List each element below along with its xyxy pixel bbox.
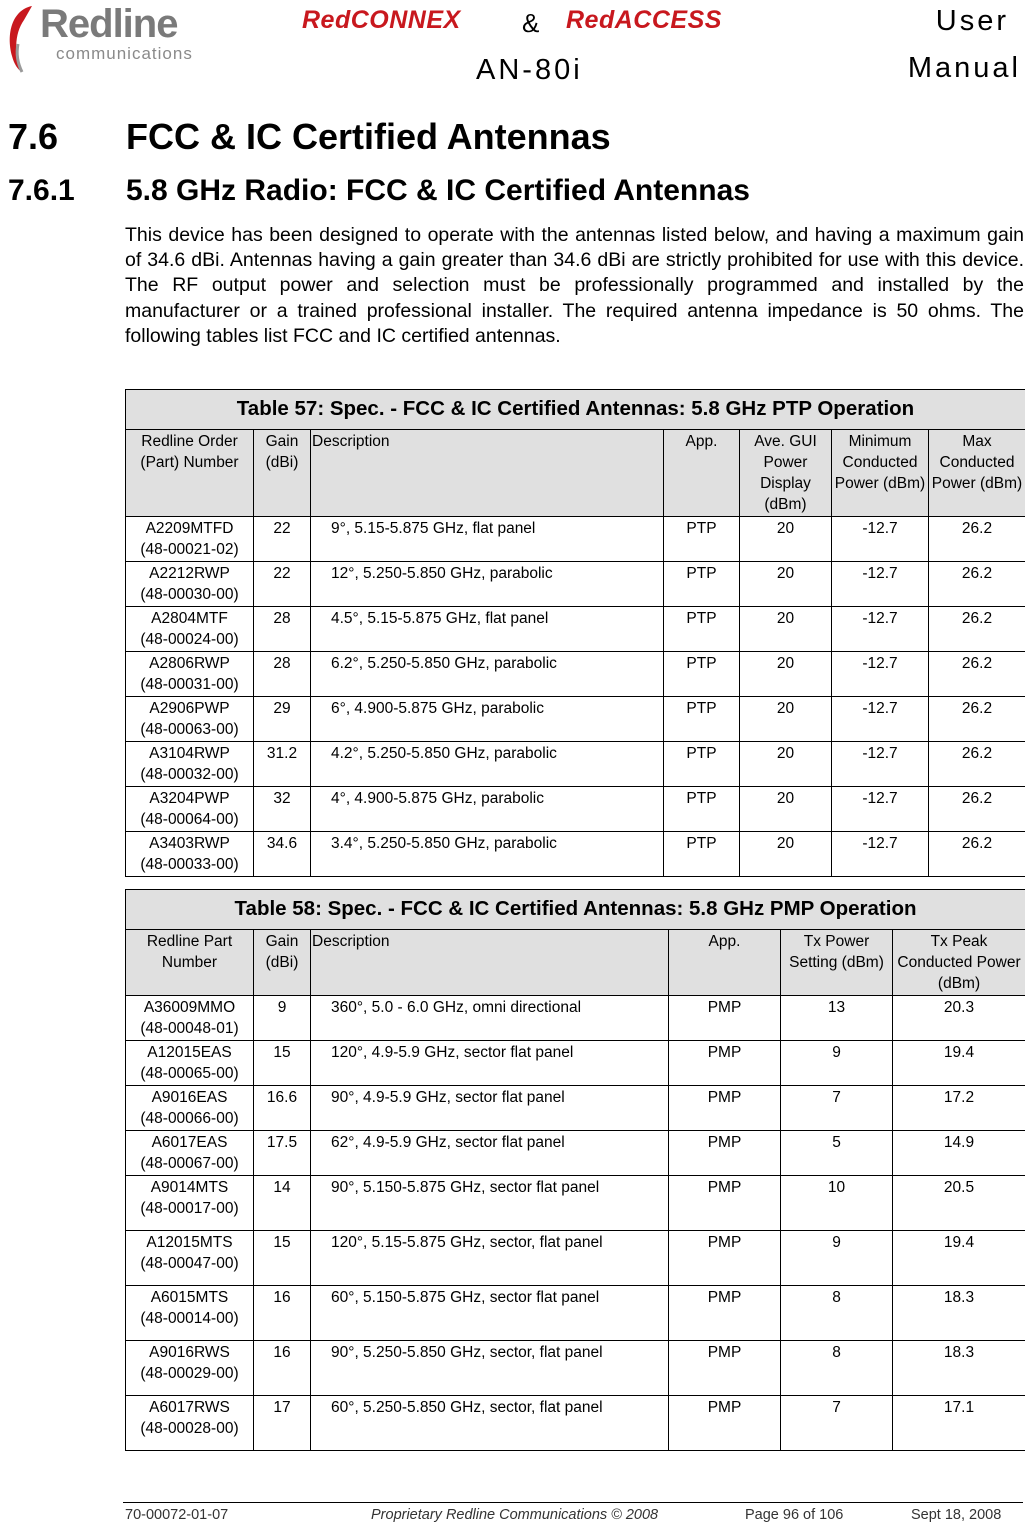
table-cell: PMP <box>669 1396 781 1451</box>
part-number-cell <box>126 562 254 607</box>
part-model: A6017RWS <box>149 1399 230 1416</box>
part-order-number: (48-00048-01) <box>140 1020 239 1037</box>
table-57-ptp-antennas <box>125 389 1025 877</box>
table-cell: -12.7 <box>832 607 929 652</box>
column-header: Ave. GUI Power Display (dBm) <box>740 430 832 517</box>
part-number-cell <box>126 1176 254 1231</box>
table-58-pmp-antennas <box>125 889 1025 1451</box>
table-cell: 17 <box>254 1396 311 1451</box>
table-cell: PMP <box>669 1231 781 1286</box>
table-cell: PMP <box>669 996 781 1041</box>
part-model: A9016RWS <box>149 1344 230 1361</box>
table-cell: 120°, 5.15-5.875 GHz, sector, flat panel <box>311 1231 669 1286</box>
table-cell: 60°, 5.150-5.875 GHz, sector flat panel <box>311 1286 669 1341</box>
table-cell: 26.2 <box>929 787 1025 832</box>
table-cell: 15 <box>254 1231 311 1286</box>
table-cell: 31.2 <box>254 742 311 787</box>
table-cell: 20 <box>740 562 832 607</box>
table-cell: PMP <box>669 1176 781 1231</box>
table-row <box>126 517 1025 562</box>
table-cell: 4.5°, 5.15-5.875 GHz, flat panel <box>311 607 664 652</box>
part-number-cell <box>126 697 254 742</box>
part-order-number: (48-00066-00) <box>140 1110 239 1127</box>
section-heading <box>8 116 611 158</box>
part-number-cell <box>126 517 254 562</box>
part-model: A12015MTS <box>146 1234 233 1251</box>
table-cell: 60°, 5.250-5.850 GHz, sector, flat panel <box>311 1396 669 1451</box>
table-row <box>126 742 1025 787</box>
table-cell: PTP <box>664 562 740 607</box>
footer-copyright: Proprietary Redline Communications © 2008 <box>371 1507 659 1523</box>
table-cell: 14 <box>254 1176 311 1231</box>
footer-date: Sept 18, 2008 <box>911 1507 1002 1523</box>
table-cell: 4.2°, 5.250-5.850 GHz, parabolic <box>311 742 664 787</box>
table-row <box>126 1396 1025 1451</box>
table-cell: PMP <box>669 1341 781 1396</box>
table-cell: 28 <box>254 607 311 652</box>
table-cell: 9 <box>781 1231 893 1286</box>
table-cell: 9°, 5.15-5.875 GHz, flat panel <box>311 517 664 562</box>
part-model: A2906PWP <box>149 700 230 717</box>
part-number-cell <box>126 1286 254 1341</box>
table-cell: 16 <box>254 1286 311 1341</box>
column-header: App. <box>664 430 740 517</box>
table-cell: 20 <box>740 697 832 742</box>
table-cell: PMP <box>669 1086 781 1131</box>
table-cell: 20 <box>740 607 832 652</box>
table-cell: 6°, 4.900-5.875 GHz, parabolic <box>311 697 664 742</box>
table-row <box>126 1041 1025 1086</box>
table-57-caption: Table 57: Spec. - FCC & IC Certified Antennas: 5.8 GHz PTP Operation <box>126 390 1025 430</box>
table-cell: 6.2°, 5.250-5.850 GHz, parabolic <box>311 652 664 697</box>
column-header: Tx Peak Conducted Power (dBm) <box>893 930 1025 996</box>
part-order-number: (48-00063-00) <box>140 721 239 738</box>
part-order-number: (48-00064-00) <box>140 811 239 828</box>
table-cell: 17.1 <box>893 1396 1025 1451</box>
part-order-number: (48-00032-00) <box>140 766 239 783</box>
header-title-manual: Manual <box>907 52 1021 84</box>
logo-subtitle: communications <box>56 44 193 63</box>
part-order-number: (48-00028-00) <box>140 1420 239 1437</box>
part-order-number: (48-00047-00) <box>140 1255 239 1272</box>
header-title-user: User <box>935 5 1009 37</box>
table-cell: PTP <box>664 517 740 562</box>
table-cell: 3.4°, 5.250-5.850 GHz, parabolic <box>311 832 664 877</box>
table-cell: 5 <box>781 1131 893 1176</box>
footer-page-number: Page 96 of 106 <box>745 1507 844 1523</box>
table-cell: 19.4 <box>893 1041 1025 1086</box>
table-cell: 26.2 <box>929 517 1025 562</box>
table-cell: 26.2 <box>929 742 1025 787</box>
table-cell: 26.2 <box>929 607 1025 652</box>
part-model: A3204PWP <box>149 790 230 807</box>
redline-logo-icon <box>2 4 42 74</box>
table-row <box>126 652 1025 697</box>
part-model: A36009MMO <box>143 999 236 1016</box>
part-model: A2209MTFD <box>145 520 234 537</box>
table-cell: 4°, 4.900-5.875 GHz, parabolic <box>311 787 664 832</box>
intro-paragraph: This device has been designed to operate with the antennas listed below, and having a maximum gain of 34.6 dBi. Antennas having a gain greater than 34.6 dBi are strictly prohibited for use with this device. The RF output power and selection must be professionally programmed and installed by the manufacturer or a trained professional installer. The required antenna impedance is 50 ohms. The following tables list FCC and IC certified antennas. <box>125 224 1024 347</box>
part-order-number: (48-00033-00) <box>140 856 239 873</box>
table-row <box>126 607 1025 652</box>
table-cell: 10 <box>781 1176 893 1231</box>
part-model: A3104RWP <box>149 745 230 762</box>
table-cell: 26.2 <box>929 652 1025 697</box>
part-order-number: (48-00031-00) <box>140 676 239 693</box>
column-header: Redline Order (Part) Number <box>126 430 254 517</box>
part-number-cell <box>126 1131 254 1176</box>
table-cell: PTP <box>664 652 740 697</box>
table-row <box>126 697 1025 742</box>
brand-redaccess: RedACCESS <box>566 6 722 34</box>
part-order-number: (48-00065-00) <box>140 1065 239 1082</box>
subsection-number: 7.6.1 <box>8 174 75 207</box>
column-header: App. <box>669 930 781 996</box>
table-cell: PMP <box>669 1286 781 1341</box>
table-cell: PTP <box>664 832 740 877</box>
table-cell: -12.7 <box>832 652 929 697</box>
table-cell: 26.2 <box>929 562 1025 607</box>
part-model: A12015EAS <box>147 1044 232 1061</box>
table-row <box>126 832 1025 877</box>
table-cell: 34.6 <box>254 832 311 877</box>
column-header: Gain (dBi) <box>254 930 311 996</box>
table-row <box>126 1176 1025 1231</box>
table-cell: 20 <box>740 652 832 697</box>
page-header <box>0 0 1025 100</box>
part-number-cell <box>126 787 254 832</box>
table-cell: -12.7 <box>832 562 929 607</box>
table-cell: 16.6 <box>254 1086 311 1131</box>
part-number-cell <box>126 1396 254 1451</box>
table-cell: 20 <box>740 832 832 877</box>
table-cell: 62°, 4.9-5.9 GHz, sector flat panel <box>311 1131 669 1176</box>
part-number-cell <box>126 652 254 697</box>
part-order-number: (48-00017-00) <box>140 1200 239 1217</box>
table-row <box>126 1131 1025 1176</box>
table-cell: 18.3 <box>893 1286 1025 1341</box>
part-order-number: (48-00067-00) <box>140 1155 239 1172</box>
table-cell: -12.7 <box>832 742 929 787</box>
table-cell: 19.4 <box>893 1231 1025 1286</box>
table-cell: 8 <box>781 1341 893 1396</box>
table-row <box>126 996 1025 1041</box>
table-cell: 120°, 4.9-5.9 GHz, sector flat panel <box>311 1041 669 1086</box>
part-model: A2804MTF <box>151 610 228 627</box>
part-number-cell <box>126 1041 254 1086</box>
column-header: Description <box>311 930 669 996</box>
table-row <box>126 562 1025 607</box>
column-header: Redline Part Number <box>126 930 254 996</box>
table-cell: 8 <box>781 1286 893 1341</box>
part-number-cell <box>126 1231 254 1286</box>
part-model: A2212RWP <box>149 565 230 582</box>
part-number-cell <box>126 1341 254 1396</box>
table-cell: PTP <box>664 607 740 652</box>
table-cell: PMP <box>669 1131 781 1176</box>
part-order-number: (48-00030-00) <box>140 586 239 603</box>
table-cell: PTP <box>664 742 740 787</box>
part-model: A6017EAS <box>151 1134 228 1151</box>
part-model: A2806RWP <box>149 655 230 672</box>
part-order-number: (48-00021-02) <box>140 541 239 558</box>
table-cell: 9 <box>781 1041 893 1086</box>
table-cell: PTP <box>664 787 740 832</box>
column-header: Tx Power Setting (dBm) <box>781 930 893 996</box>
column-header: Gain (dBi) <box>254 430 311 517</box>
part-order-number: (48-00029-00) <box>140 1365 239 1382</box>
table-cell: 22 <box>254 517 311 562</box>
table-row <box>126 1286 1025 1341</box>
table-cell: -12.7 <box>832 517 929 562</box>
table-cell: PTP <box>664 697 740 742</box>
table-cell: 20 <box>740 742 832 787</box>
table-cell: 15 <box>254 1041 311 1086</box>
table-cell: -12.7 <box>832 832 929 877</box>
column-header: Max Conducted Power (dBm) <box>929 430 1025 517</box>
table-cell: 17.2 <box>893 1086 1025 1131</box>
table-cell: -12.7 <box>832 697 929 742</box>
table-row <box>126 1231 1025 1286</box>
column-header: Description <box>311 430 664 517</box>
part-number-cell <box>126 1086 254 1131</box>
table-cell: 20 <box>740 787 832 832</box>
table-cell: 20 <box>740 517 832 562</box>
brand-redconnex: RedCONNEX <box>302 6 461 34</box>
part-order-number: (48-00014-00) <box>140 1310 239 1327</box>
brand-ampersand: & <box>522 8 540 38</box>
part-number-cell <box>126 742 254 787</box>
table-cell: 9 <box>254 996 311 1041</box>
part-number-cell <box>126 607 254 652</box>
table-row <box>126 787 1025 832</box>
part-number-cell <box>126 996 254 1041</box>
table-row <box>126 1086 1025 1131</box>
subsection-title: 5.8 GHz Radio: FCC & IC Certified Antennas <box>126 174 750 207</box>
table-cell: 26.2 <box>929 697 1025 742</box>
table-cell: 20.5 <box>893 1176 1025 1231</box>
table-cell: -12.7 <box>832 787 929 832</box>
model-name: AN-80i <box>476 54 583 86</box>
table-cell: PMP <box>669 1041 781 1086</box>
table-cell: 28 <box>254 652 311 697</box>
table-cell: 17.5 <box>254 1131 311 1176</box>
footer-doc-number: 70-00072-01-07 <box>125 1507 229 1523</box>
part-model: A9014MTS <box>150 1179 229 1196</box>
table-cell: 26.2 <box>929 832 1025 877</box>
table-cell: 360°, 5.0 - 6.0 GHz, omni directional <box>311 996 669 1041</box>
table-cell: 13 <box>781 996 893 1041</box>
part-model: A3403RWP <box>149 835 230 852</box>
table-cell: 16 <box>254 1341 311 1396</box>
part-number-cell <box>126 832 254 877</box>
column-header: Minimum Conducted Power (dBm) <box>832 430 929 517</box>
table-cell: 20.3 <box>893 996 1025 1041</box>
table-cell: 12°, 5.250-5.850 GHz, parabolic <box>311 562 664 607</box>
section-title: FCC & IC Certified Antennas <box>126 116 611 157</box>
table-cell: 14.9 <box>893 1131 1025 1176</box>
table-row <box>126 1341 1025 1396</box>
table-cell: 90°, 4.9-5.9 GHz, sector flat panel <box>311 1086 669 1131</box>
table-cell: 7 <box>781 1396 893 1451</box>
part-model: A6015MTS <box>150 1289 229 1306</box>
section-number: 7.6 <box>8 116 59 157</box>
table-cell: 7 <box>781 1086 893 1131</box>
footer-divider <box>123 1502 1023 1503</box>
table-cell: 29 <box>254 697 311 742</box>
table-cell: 18.3 <box>893 1341 1025 1396</box>
table-cell: 90°, 5.150-5.875 GHz, sector flat panel <box>311 1176 669 1231</box>
table-cell: 32 <box>254 787 311 832</box>
part-order-number: (48-00024-00) <box>140 631 239 648</box>
table-58-caption: Table 58: Spec. - FCC & IC Certified Antennas: 5.8 GHz PMP Operation <box>126 890 1025 930</box>
table-cell: 22 <box>254 562 311 607</box>
part-model: A9016EAS <box>151 1089 228 1106</box>
subsection-heading <box>8 174 750 208</box>
table-cell: 90°, 5.250-5.850 GHz, sector, flat panel <box>311 1341 669 1396</box>
logo-name: Redline <box>40 2 178 46</box>
